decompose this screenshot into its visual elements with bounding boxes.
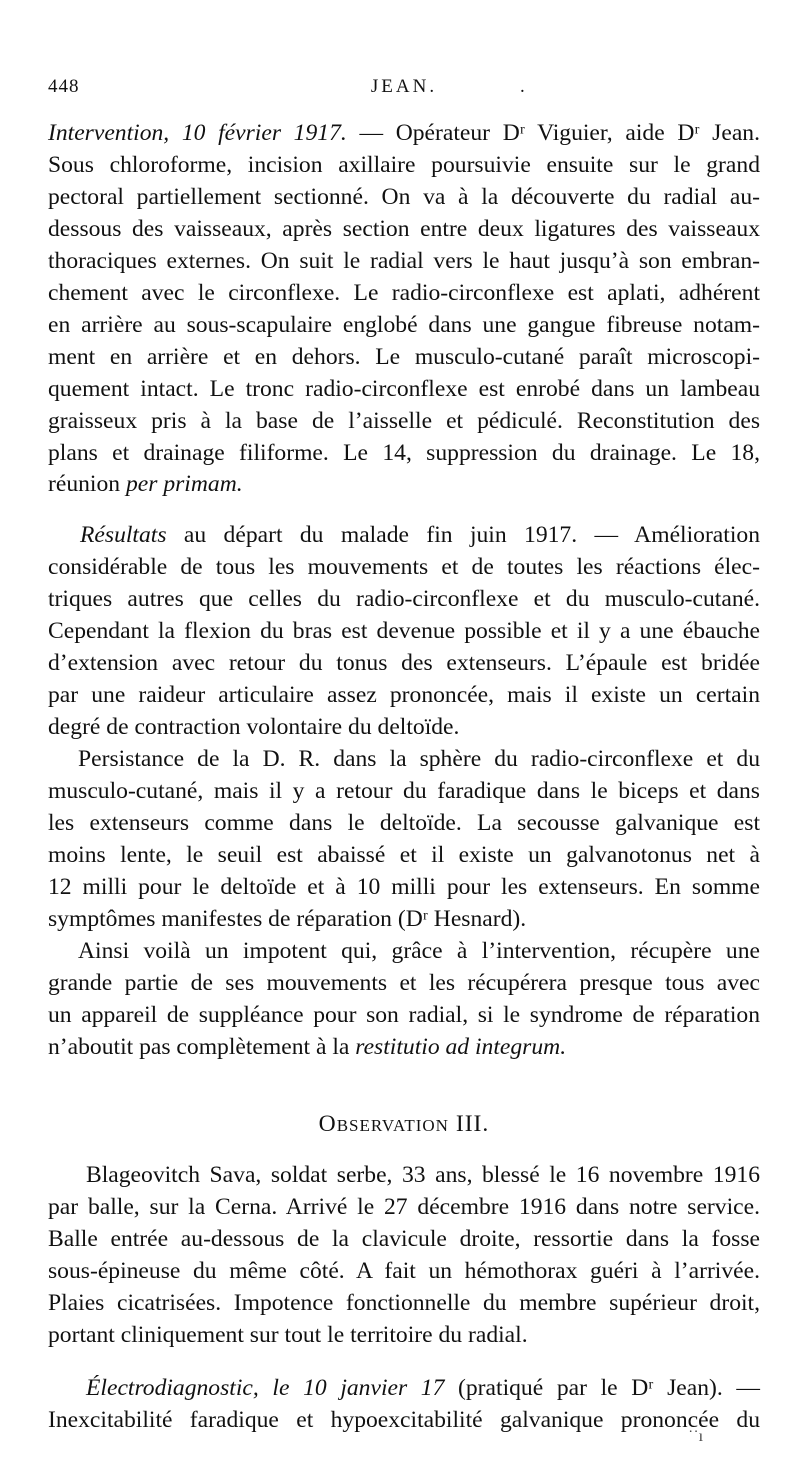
text-line (48, 1030, 760, 1064)
text-line: Sous chloroforme, incision axillaire poursuivie ensuite sur le grand (48, 152, 760, 178)
text-line: considérable de tous les mouvements et de toutes les réactions élec- (48, 554, 760, 580)
text-line: symptômes manifestes de réparation (Dʳ Hesnard). (48, 906, 527, 932)
header-dot: . (520, 76, 526, 97)
text-line: les extenseurs comme dans le deltoïde. La secousse galvanique est (48, 810, 760, 836)
italic-phrase: restitutio ad integrum. (355, 1034, 567, 1060)
italic-phrase: per primam. (125, 471, 243, 497)
text-line: portant cliniquement sur tout le territoire du radial. (48, 1322, 528, 1348)
line-text: réunion (48, 471, 126, 497)
text-line: dessous des vaisseaux, après section entre deux ligatures des vaisseaux (48, 216, 760, 242)
text-line: d’extension avec retour du tonus des extenseurs. L’épaule est bridée (48, 650, 760, 676)
text-line: 12 milli pour le deltoïde et à 10 milli pour les extenseurs. En somme (48, 874, 760, 900)
text-line: par balle, sur la Cerna. Arrivé le 27 décembre 1916 dans notre service. (48, 1194, 760, 1220)
footer-mark: ˙˙ı (688, 1428, 704, 1445)
text-line: thoraciques externes. On suit le radial vers le haut jusqu’à son embran- (48, 248, 760, 274)
italic-lead: Intervention, 10 février 1917. (48, 120, 347, 146)
text-line (48, 1371, 760, 1405)
text-line: sous-épineuse du même côté. A fait un hémothorax guéri à l’arrivée. (48, 1258, 760, 1284)
italic-lead: Résultats (80, 522, 167, 548)
line-text: au départ du malade fin juin 1917. — Amélioration (166, 522, 760, 548)
page-header (48, 76, 760, 106)
text-line: grande partie de ses mouvements et les récupérera presque tous avec (48, 970, 760, 996)
text-line: musculo-cutané, mais il y a retour du faradique dans le biceps et dans (48, 778, 760, 804)
text-line: Balle entrée au-dessous de la clavicule droite, ressortie dans la fosse (48, 1226, 760, 1252)
text-line: Persistance de la D. R. dans la sphère du radio-circonflexe et du (78, 746, 760, 772)
text-line: quement intact. Le tronc radio-circonflexe est enrobé dans un lambeau (48, 376, 760, 402)
text-line: Ainsi voilà un impotent qui, grâce à l’intervention, récupère une (78, 938, 760, 964)
text-line: par une raideur articulaire assez prononcée, mais il existe un certain (48, 682, 760, 708)
text-line: triques autres que celles du radio-circonflexe et du musculo-cutané. (48, 586, 760, 612)
text-line: en arrière au sous-scapulaire englobé dans une gangue fibreuse notam- (48, 312, 760, 338)
page-number: 448 (48, 76, 80, 97)
section-heading: Observation III. (318, 1111, 490, 1137)
text-line: Cependant la flexion du bras est devenue possible et il y a une ébauche (48, 618, 760, 644)
line-text: n’aboutit pas complètement à la (48, 1034, 356, 1060)
text-line: Inexcitabilité faradique et hypoexcitabilité galvanique prononcée du (48, 1407, 760, 1433)
text-line: graisseux pris à la base de l’aisselle et pédiculé. Reconstitution des (48, 408, 760, 434)
text-line: degré de contraction volontaire du deltoïde. (48, 714, 460, 740)
text-line: plans et drainage filiforme. Le 14, suppression du drainage. Le 18, (48, 440, 760, 466)
text-line (48, 518, 760, 552)
running-title: JEAN. (370, 76, 438, 97)
text-line: un appareil de suppléance pour son radial, si le syndrome de réparation (48, 1002, 760, 1028)
text-line: ment en arrière et en dehors. Le musculo-cutané paraît microscopi- (48, 344, 760, 370)
text-line: chement avec le circonflexe. Le radio-circonflexe est aplati, adhérent (48, 280, 760, 306)
line-text: — Opérateur Dʳ Viguier, aide Dʳ Jean. (346, 120, 760, 146)
italic-lead: Électrodiagnostic, le 10 janvier 17 (86, 1375, 445, 1401)
line-text: (pratiqué par le Dʳ Jean). — (444, 1375, 760, 1401)
text-line: Plaies cicatrisées. Impotence fonctionnelle du membre supérieur droit, (48, 1290, 760, 1316)
text-line: pectoral partiellement sectionné. On va à la découverte du radial au- (48, 184, 760, 210)
text-line (48, 467, 760, 501)
text-line (48, 116, 760, 150)
text-line: moins lente, le seuil est abaissé et il existe un galvanotonus net à (48, 842, 760, 868)
text-line: Blageovitch Sava, soldat serbe, 33 ans, blessé le 16 novembre 1916 (86, 1162, 760, 1188)
